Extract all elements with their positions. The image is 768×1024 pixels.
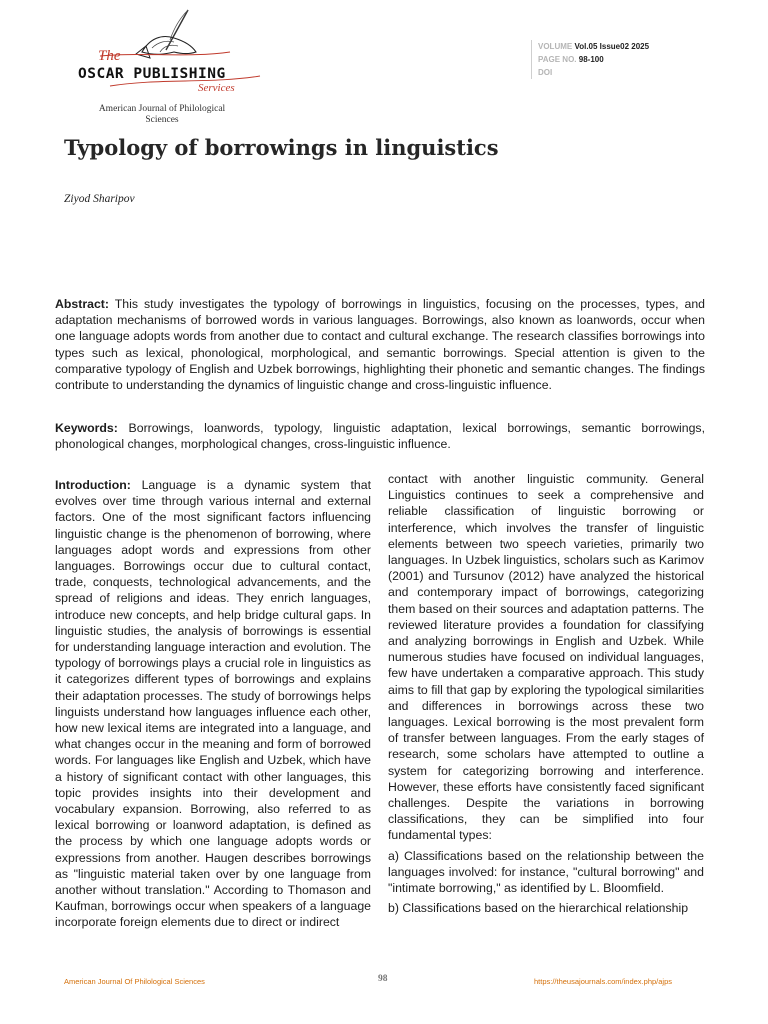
author-name: Ziyod Sharipov [64,193,135,205]
introduction-text: Language is a dynamic system that evolves over time through various internal and external factors. One of the most significant factors influencing linguistic change is the phenomenon of borrowing, where languages adopt words and expressions from other languages. Borrowings occur due to cultural contact, trade, conquests, technological advancements, and the spread of religions and ideas. They enrich languages, introduce new concepts, and help bridge cultural gaps. In linguistic studies, the analysis of borrowings is essential for understanding language interaction and evolution. The typology of borrowings plays a crucial role in linguistics as it categorizes different types of borrowings and explains their adaptation processes. The study of borrowings helps linguists understand how languages influence each other, how new lexical items are integrated into a language, and what changes occur in the meaning and form of borrowed words. For languages like English and Uzbek, which have a history of significant contact with other languages, this topic provides insights into their development and vocabulary expansion. Borrowing, also referred to as lexical borrowing or loanword adaptation, is defined as the process by which one language adopts words or expressions from another. Haugen describes borrowings as "linguistic material taken over by one language from another without translation." According to Thomason and Kaufman, borrowings occur when speakers of a language incorporate foreign elements due to direct or indirect [55,478,371,930]
logo-services-text: Services [198,82,235,94]
right-column-paragraph: contact with another linguistic community. General Linguistics continues to seek a comprehensive and reliable classification of linguistic borrowing or interference, which involves the transfer of linguistic elements between two speech varieties, primarily two languages. In Uzbek linguistics, scholars such as Karimov (2001) and Tursunov (2012) have analyzed the historical and contemporary impact of borrowings, categorizing them based on their sources and adaptation patterns. The reviewed literature provides a foundation for classifying and analyzing borrowings in English and Uzbek. While numerous studies have focused on individual languages, few have undertaken a comparative approach. This study aims to fill that gap by exploring the typological similarities and differences in borrowings across these two languages. Lexical borrowing is the most prevalent form of transfer between languages. From the early stages of research, some scholars have attempted to outline a system for categorizing borrowing and interference. However, these efforts have consistently faced significant challenges. Despite the variations in borrowing classifications, they can be simplified into four fundamental types: [388,472,704,843]
classification-item-b: b) Classifications based on the hierarchical relationship [388,901,689,916]
keywords [55,420,705,452]
doi-label: DOI [538,68,553,77]
abstract-label: Abstract: [55,297,109,311]
footer-page-number: 98 [378,974,388,984]
body-column-left [55,477,371,935]
body-column-right [388,471,704,920]
logo-the-text: The [98,48,121,64]
keywords-text: Borrowings, loanwords, typology, linguistic adaptation, lexical borrowings, semantic borrowings, phonological changes, morphological changes, cross-linguistic influence. [55,421,705,452]
volume-label: VOLUME [538,42,573,51]
footer-journal-name: American Journal Of Philological Sciences [64,977,205,986]
footer-journal-url[interactable]: https://theusajournals.com/index.php/ajps [534,977,672,986]
introduction-label: Introduction: [55,478,131,492]
abstract [55,296,705,393]
introduction-paragraph [55,477,371,931]
page-label: PAGE NO. [538,55,577,64]
doi-row [538,66,649,79]
logo-publisher-name: OSCAR PUBLISHING [78,66,226,82]
abstract-text: This study investigates the typology of borrowings in linguistics, focusing on the processes, types, and adaptation mechanisms of borrowed words in various languages. Borrowings, also known as loanwords, occur when one language adopts words from another due to contact and cultural exchange. The research classifies borrowings into types such as lexical, phonological, morphological, and semantic borrowings. Special attention is given to the comparative typology of English and Uzbek borrowings, highlighting their phonetic and semantic changes. The findings contribute to understanding the dynamics of linguistic change and cross-linguistic influence. [55,297,705,393]
journal-name: American Journal of Philological Sciences [98,104,226,125]
page-row [538,53,649,66]
keywords-label: Keywords: [55,421,118,435]
page-value: 98-100 [578,55,604,64]
volume-row [538,40,649,53]
article-title: Typology of borrowings in linguistics [64,135,499,160]
article-meta [531,40,649,79]
classification-item-a: a) Classifications based on the relationship between the languages involved: for instance, "cultural borrowing" and "intimate borrowing," as identified by L. Bloomfield. [388,848,704,896]
volume-value: Vol.05 Issue02 2025 [574,42,650,51]
